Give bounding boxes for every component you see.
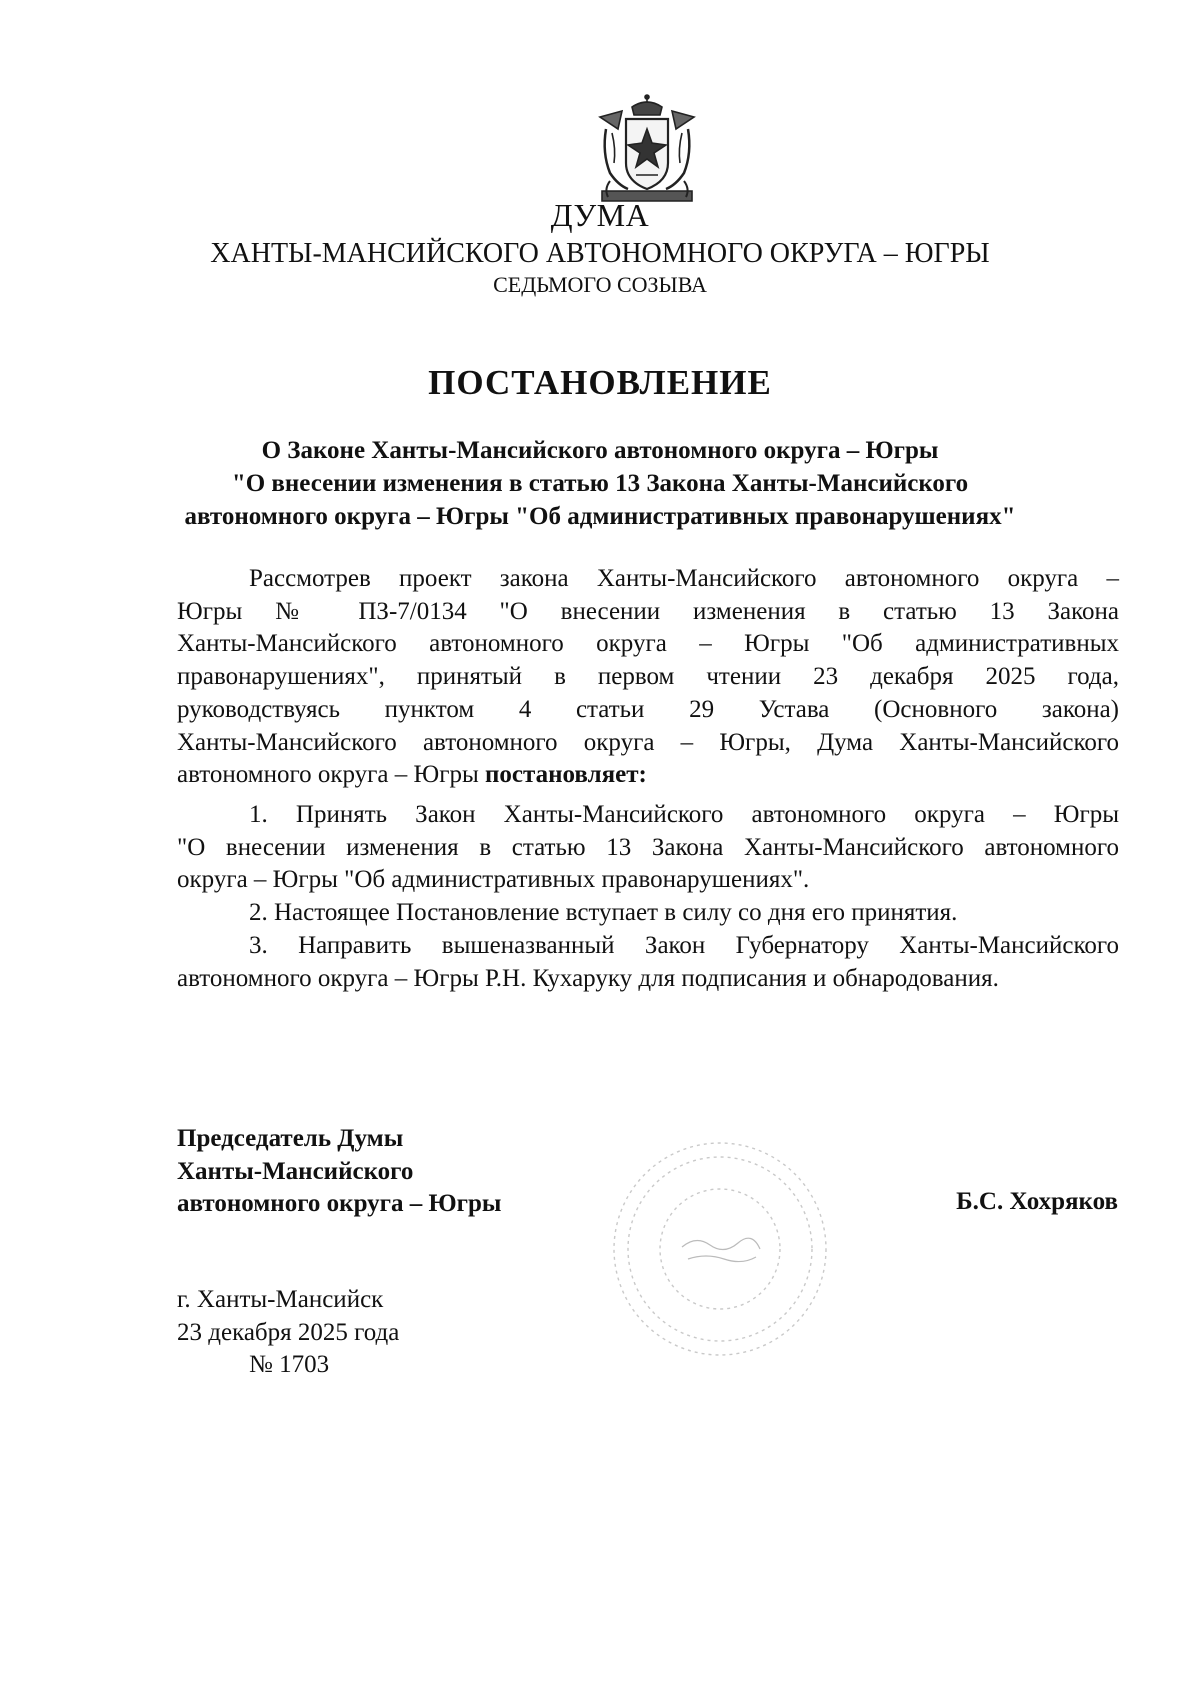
preamble-line: Рассмотрев проект закона Ханты-Мансийского автономного округа – [249,565,1119,592]
signatory-name: Б.С. Хохряков [956,1188,1118,1215]
preamble-line: Ханты-Мансийского автономного округа – Югры, Дума Ханты-Мансийского [177,728,1119,756]
decision-items [177,799,1119,995]
issue-number: № 1703 [249,1351,330,1378]
preamble-line: руководствуясь пунктом 4 статьи 29 Устава (Основного закона) [177,695,1119,723]
item-line: округа – Югры "Об административных правонарушениях". [177,866,810,894]
org-convocation: СЕДЬМОГО СОЗЫВА [493,272,707,297]
org-name: ДУМА [550,197,650,233]
subject-line: "О внесении изменения в статью 13 Закона Ханты-Мансийского [231,470,969,497]
position-line: Председатель Думы [177,1125,404,1152]
item-line: "О внесении изменения в статью 13 Закона Ханты-Мансийского автономного [177,833,1119,861]
item-line: 1. Принять Закон Ханты-Мансийского автономного округа – Югры [249,801,1119,828]
issue-details [177,1284,399,1382]
subject-line: О Законе Ханты-Мансийского автономного округа – Югры [261,437,939,464]
preamble-line: Югры № ПЗ-7/0134 "О внесении изменения в статью 13 Закона [177,597,1119,625]
resolution-word: постановляет: [485,761,647,789]
item-line: автономного округа – Югры Р.Н. Кухаруку для подписания и обнародования. [177,964,999,992]
item-line: 2. Настоящее Постановление вступает в силу со дня его принятия. [249,899,958,927]
preamble-line: правонарушениях", принятый в первом чтении 23 декабря 2025 года, [177,663,1119,691]
preamble-line [177,759,1119,792]
preamble [177,563,1119,792]
position-line: Ханты-Мансийского [177,1157,414,1185]
preamble-text: автономного округа – Югры [177,761,479,789]
org-region: ХАНТЫ-МАНСИЙСКОГО АВТОНОМНОГО ОКРУГА – ЮГРЫ [210,238,990,269]
position-line: автономного округа – Югры [177,1190,502,1217]
signatory-position [177,1123,501,1221]
issue-city: г. Ханты-Мансийск [177,1286,384,1313]
document-title: ПОСТАНОВЛЕНИЕ [428,363,772,402]
subject-line: автономного округа – Югры "Об административных правонарушениях" [184,503,1016,530]
coat-of-arms-icon [592,93,702,205]
preamble-line: Ханты-Мансийского автономного округа – Югры "Об административных [177,630,1119,658]
issue-date: 23 декабря 2025 года [177,1318,400,1346]
item-line: 3. Направить вышеназванный Закон Губернатору Ханты-Мансийского [249,931,1119,959]
official-stamp [606,1135,834,1363]
